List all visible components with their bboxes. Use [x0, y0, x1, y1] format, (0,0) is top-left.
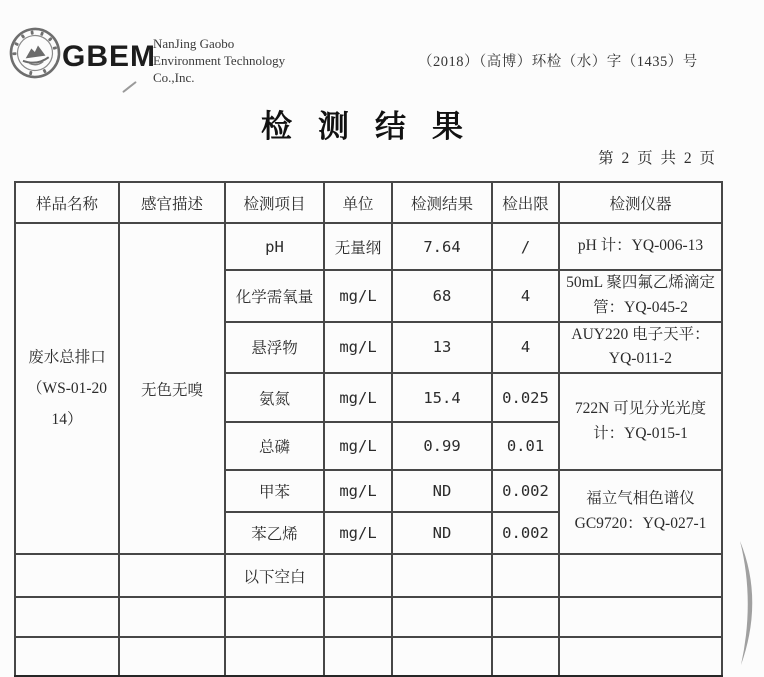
- empty-cell: [492, 637, 559, 676]
- table-header-row: [15, 182, 722, 223]
- logo-text: GBEM: [62, 40, 156, 73]
- sensory-cell: 无色无嗅: [119, 223, 225, 554]
- empty-cell: [392, 597, 492, 637]
- company-name-line: Environment Technology: [153, 52, 286, 68]
- empty-cell: [324, 637, 392, 676]
- col-header-sample-name: 样品名称: [15, 182, 119, 223]
- empty-cell: [15, 637, 119, 676]
- item-cell: pH: [225, 223, 324, 270]
- item-cell: 总磷: [225, 422, 324, 470]
- col-header-unit: 单位: [324, 182, 392, 223]
- instrument-line: 管：YQ-045-2: [593, 298, 688, 316]
- item-cell: 化学需氧量: [225, 270, 324, 322]
- unit-cell: mg/L: [324, 470, 392, 512]
- sample-name-cell: [15, 223, 119, 554]
- empty-cell: [119, 554, 225, 597]
- col-header-sensory: 感官描述: [119, 182, 225, 223]
- col-header-limit: 检出限: [492, 182, 559, 223]
- empty-cell: [492, 597, 559, 637]
- empty-cell: [119, 637, 225, 676]
- item-cell: 悬浮物: [225, 322, 324, 374]
- empty-cell: [559, 637, 722, 676]
- table-row-empty: [15, 637, 722, 676]
- limit-cell: 0.01: [492, 422, 559, 470]
- limit-cell: 4: [492, 322, 559, 374]
- unit-cell: mg/L: [324, 422, 392, 470]
- empty-cell: [559, 554, 722, 597]
- empty-cell: [15, 597, 119, 637]
- empty-cell: [119, 597, 225, 637]
- instrument-cell: [559, 223, 722, 270]
- instrument-line: 50mL 聚四氟乙烯滴定: [566, 274, 715, 291]
- result-cell: 7.64: [392, 223, 492, 270]
- empty-cell: [492, 554, 559, 597]
- company-seal-icon: [5, 23, 66, 84]
- col-header-instrument: 检测仪器: [559, 182, 722, 223]
- sample-name-line: 14）: [51, 411, 83, 429]
- limit-cell: 0.002: [492, 470, 559, 512]
- result-cell: ND: [392, 470, 492, 512]
- instrument-line: 福立气相色谱仪: [586, 490, 695, 508]
- limit-cell: /: [492, 223, 559, 270]
- instrument-cell: [559, 373, 722, 470]
- result-cell: 15.4: [392, 373, 492, 422]
- table-row-blank-note: [15, 554, 722, 597]
- page-title: 检测结果: [261, 109, 489, 144]
- instrument-line: 计：YQ-015-1: [593, 424, 688, 442]
- empty-cell: [225, 637, 324, 676]
- empty-cell: [324, 554, 392, 597]
- instrument-line: YQ-011-2: [608, 350, 673, 368]
- sample-name-line: 废水总排口: [28, 349, 106, 367]
- item-cell: 苯乙烯: [225, 512, 324, 554]
- table-row: [15, 223, 722, 270]
- empty-cell: [225, 597, 324, 637]
- empty-cell: [15, 554, 119, 597]
- item-cell: 甲苯: [225, 470, 324, 512]
- empty-cell: [392, 637, 492, 676]
- col-header-result: 检测结果: [392, 182, 492, 223]
- blank-note-cell: 以下空白: [225, 554, 324, 597]
- instrument-line: AUY220 电子天平：: [571, 325, 710, 343]
- limit-cell: 0.025: [492, 373, 559, 422]
- check-mark-artifact: [122, 81, 137, 93]
- result-cell: 13: [392, 322, 492, 374]
- item-cell: 氨氮: [225, 373, 324, 422]
- unit-cell: mg/L: [324, 322, 392, 374]
- empty-cell: [324, 597, 392, 637]
- scan-curve-mark: [731, 538, 764, 668]
- sample-name-line: （WS-01-20: [26, 380, 108, 398]
- instrument-cell: [559, 322, 722, 374]
- unit-cell: mg/L: [324, 270, 392, 322]
- page-number: 第 2 页 共 2 页: [598, 150, 717, 167]
- instrument-line: pH 计：YQ-006-13: [577, 237, 704, 255]
- limit-cell: 4: [492, 270, 559, 322]
- empty-cell: [392, 554, 492, 597]
- results-table: [14, 181, 723, 677]
- document-number: （2018）（高博）环检（水）字（1435）号: [418, 54, 698, 70]
- result-cell: 68: [392, 270, 492, 322]
- result-cell: 0.99: [392, 422, 492, 470]
- result-cell: ND: [392, 512, 492, 554]
- table-row-empty: [15, 597, 722, 637]
- unit-cell: mg/L: [324, 373, 392, 422]
- limit-cell: 0.002: [492, 512, 559, 554]
- unit-cell: 无量纲: [324, 223, 392, 270]
- instrument-cell: [559, 270, 722, 322]
- instrument-line: GC9720：YQ-027-1: [574, 515, 707, 533]
- empty-cell: [559, 597, 722, 637]
- company-name: [153, 36, 285, 87]
- instrument-cell: [559, 470, 722, 554]
- company-name-line: Co.,Inc.: [153, 69, 195, 85]
- company-name-line: NanJing Gaobo: [153, 36, 235, 51]
- instrument-line: 722N 可见分光光度: [574, 399, 707, 417]
- col-header-item: 检测项目: [225, 182, 324, 223]
- unit-cell: mg/L: [324, 512, 392, 554]
